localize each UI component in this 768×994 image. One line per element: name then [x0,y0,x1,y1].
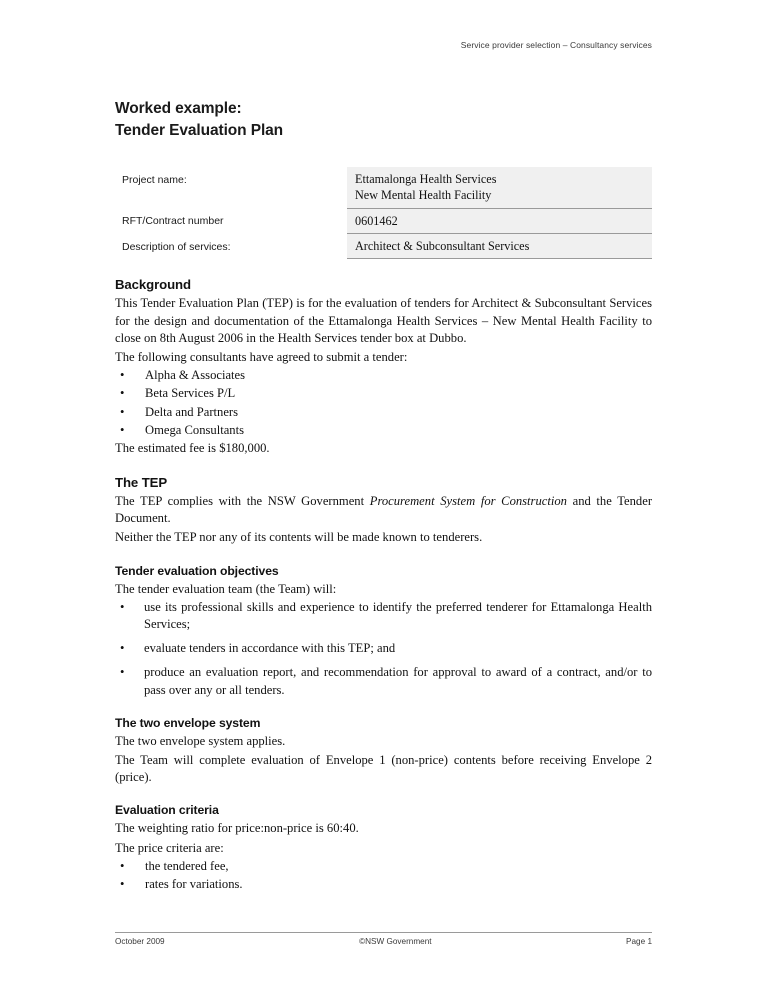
bullet-icon: • [120,404,125,419]
table-row [115,167,652,208]
list-item-label: the tendered fee, [145,858,229,873]
the-tep-italic-reference: Procurement System for Construction [369,494,567,509]
the-tep-text-after: and the Tender Document. [115,494,653,526]
info-value-line: Ettamalonga Health Services [355,172,497,186]
list-item [115,367,652,384]
info-value-project-name [347,167,652,208]
list-item-label: Omega Consultants [145,422,244,437]
section-heading-two-envelope-system: The two envelope system [115,715,261,730]
two-envelope-paragraph-1: The two envelope system applies. [115,733,286,748]
project-info-table [115,167,652,259]
consultants-intro: The following consultants have agreed to submit a tender: [115,349,408,364]
the-tep-paragraph-2: Neither the TEP nor any of its contents will be made known to tenderers. [115,530,483,545]
list-item [115,385,652,402]
page-title-line-2: Tender Evaluation Plan [115,122,284,139]
the-tep-paragraph-1 [115,493,652,527]
document-content [115,98,652,894]
page-title-line-1: Worked example: [115,100,242,117]
estimated-fee-text: The estimated fee is $180,000. [115,440,270,455]
price-criteria-list [115,858,652,893]
info-value-description-of-services [347,234,652,259]
list-item [115,664,652,698]
evaluation-criteria-paragraph-1: The weighting ratio for price:non-price is 60:40. [115,821,359,836]
table-row [115,234,652,259]
page-footer [115,932,652,946]
the-tep-text-before: The TEP complies with the NSW Government [115,494,370,509]
list-item [115,876,652,893]
list-item [115,640,652,657]
list-item-label: Delta and Partners [145,404,239,419]
bullet-icon: • [120,665,125,680]
consultants-list [115,367,652,439]
list-item-label: Alpha & Associates [145,368,246,383]
list-item [115,404,652,421]
objectives-list [115,599,652,699]
footer-copyright: ©NSW Government [359,937,432,946]
section-heading-evaluation-criteria: Evaluation criteria [115,803,219,818]
table-row [115,208,652,233]
section-heading-the-tep: The TEP [115,475,168,491]
bullet-icon: • [120,858,125,873]
info-value-line: Architect & Subconsultant Services [355,239,530,254]
page-title [115,98,652,142]
bullet-icon: • [120,386,125,401]
footer-page-number: Page 1 [626,937,652,946]
info-label-project-name: Project name: [122,174,187,186]
list-item-label: Beta Services P/L [145,386,236,401]
list-item [115,599,652,633]
list-item-label: produce an evaluation report, and recommendation for approval to award of a contract, and/or to pass over any or all tenders. [144,665,652,697]
list-item [115,858,652,875]
list-item [115,422,652,439]
two-envelope-paragraph-2: The Team will complete evaluation of Envelope 1 (non-price) contents before receiving Envelope 2 (price). [115,752,652,785]
section-heading-tender-evaluation-objectives: Tender evaluation objectives [115,563,279,578]
evaluation-criteria-paragraph-2: The price criteria are: [115,840,224,855]
info-value-rft-contract-number [347,208,652,233]
list-item-label: use its professional skills and experience to identify the preferred tenderer for Ettamalonga Health Services; [144,599,652,631]
bullet-icon: • [120,599,125,614]
list-item-label: evaluate tenders in accordance with this TEP; and [144,641,396,656]
objectives-intro: The tender evaluation team (the Team) will: [115,581,337,596]
info-value-line: 0601462 [355,213,398,228]
section-heading-background: Background [115,277,191,293]
running-header: Service provider selection – Consultancy services [460,40,652,50]
background-paragraph: This Tender Evaluation Plan (TEP) is for the evaluation of tenders for Architect & Subconsultant Services for the design and documentation of the Ettamalonga Health Services – New Mental Health Facility to close on 8th August 2006 in the Health Services tender box at Dubbo. [115,296,652,345]
bullet-icon: • [120,641,125,656]
info-label-rft-contract-number: RFT/Contract number [122,215,224,228]
footer-date: October 2009 [115,937,165,946]
bullet-icon: • [120,422,125,437]
info-label-description-of-services: Description of services: [122,240,231,253]
bullet-icon: • [120,876,125,891]
info-value-line: New Mental Health Facility [355,188,492,203]
list-item-label: rates for variations. [145,876,243,891]
bullet-icon: • [120,368,125,383]
